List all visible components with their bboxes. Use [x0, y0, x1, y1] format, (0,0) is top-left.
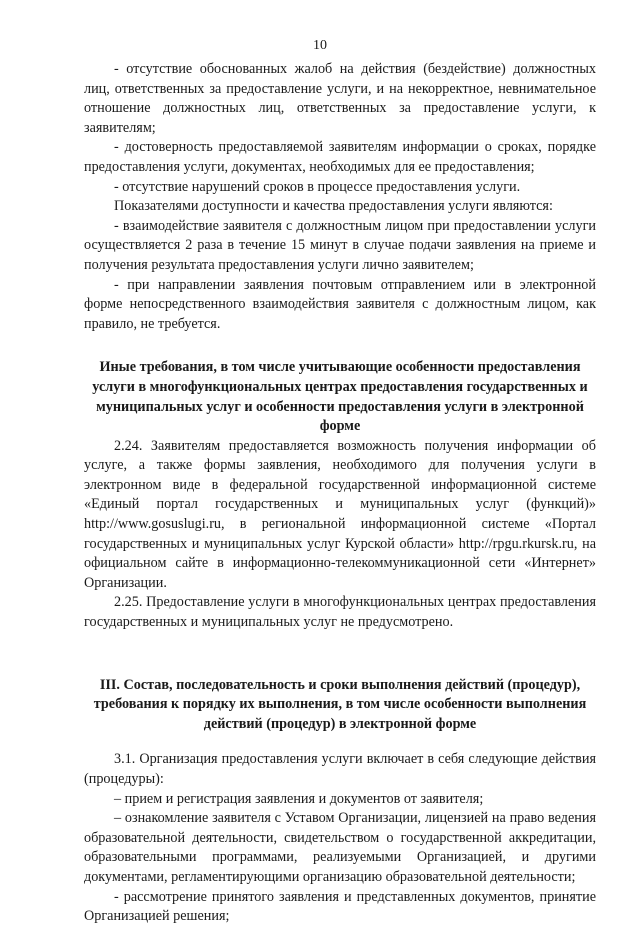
list-item-reception: – прием и регистрация заявления и документов от заявителя;: [114, 790, 484, 807]
paragraph-no-violations: - отсутствие нарушений сроков в процессе предоставления услуги.: [114, 178, 521, 195]
paragraph-2-24: 2.24. Заявителям предоставляется возможность получения информации об услуге, а также формы заявления, необходимого для получения услуги в электронном виде в федеральной государственной информационной системе «Единый портал государственных и муниципальных услуг (функций)» http://www.gosuslugi.ru, в региональной информационной системе «Портал государственных и муниципальных услуг Курской области» http://rpgu.rkursk.ru, на официальном сайте в информационно-телекоммуникационной сети «Интернет» Организации.: [84, 437, 596, 591]
document-body: [84, 60, 596, 927]
list-item-familiarization: – ознакомление заявителя с Уставом Организации, лицензией на право ведения образовательной деятельности, свидетельством о государственной аккредитации, образовательными программами, реализуемыми Организацией, и другими документами, регламентирующими организацию образовательной деятельности;: [84, 810, 596, 885]
paragraph-indicators-intro: Показателями доступности и качества предоставления услуги являются:: [114, 198, 553, 215]
paragraph-interaction: - взаимодействие заявителя с должностным лицом при предоставлении услуги осуществляется 2 раза в течение 15 минут в случае подачи заявления на приеме и получения результата предоставления услуги лично заявителем;: [84, 217, 596, 273]
paragraph-no-complaints: - отсутствие обоснованных жалоб на действия (бездействие) должностных лиц, ответственных за предоставление услуги, и на некорректное, невнимательное отношение должностных лиц, ответственных за предоставление услуги, к заявителям;: [84, 61, 596, 136]
paragraph-mail-electronic: - при направлении заявления почтовым отправлением или в электронной форме непосредственного взаимодействия заявителя с должностным лицом, как правило, не требуется.: [84, 276, 596, 332]
paragraph-reliability: - достоверность предоставляемой заявителям информации о сроках, порядке предоставления услуги, документах, необходимых для ее предоставления;: [84, 139, 596, 175]
section-heading-other-requirements: Иные требования, в том числе учитывающие особенности предоставления услуги в многофункциональных центрах предоставления государственных и муниципальных услуг и особенности предоставления услуги в электронной форме: [92, 359, 588, 435]
page-number: 10: [313, 38, 327, 53]
list-item-review: - рассмотрение принятого заявления и представленных документов, принятие Организацией решения;: [84, 888, 596, 925]
paragraph-3-1: 3.1. Организация предоставления услуги включает в себя следующие действия (процедуры):: [84, 751, 596, 787]
paragraph-2-25: 2.25. Предоставление услуги в многофункциональных центрах предоставления государственных и муниципальных услуг не предусмотрено.: [84, 594, 596, 631]
section-heading-III: III. Состав, последовательность и сроки выполнения действий (процедур), требования к порядку их выполнения, в том числе особенности выполнения действий (процедур) в электронной форме: [93, 676, 587, 732]
